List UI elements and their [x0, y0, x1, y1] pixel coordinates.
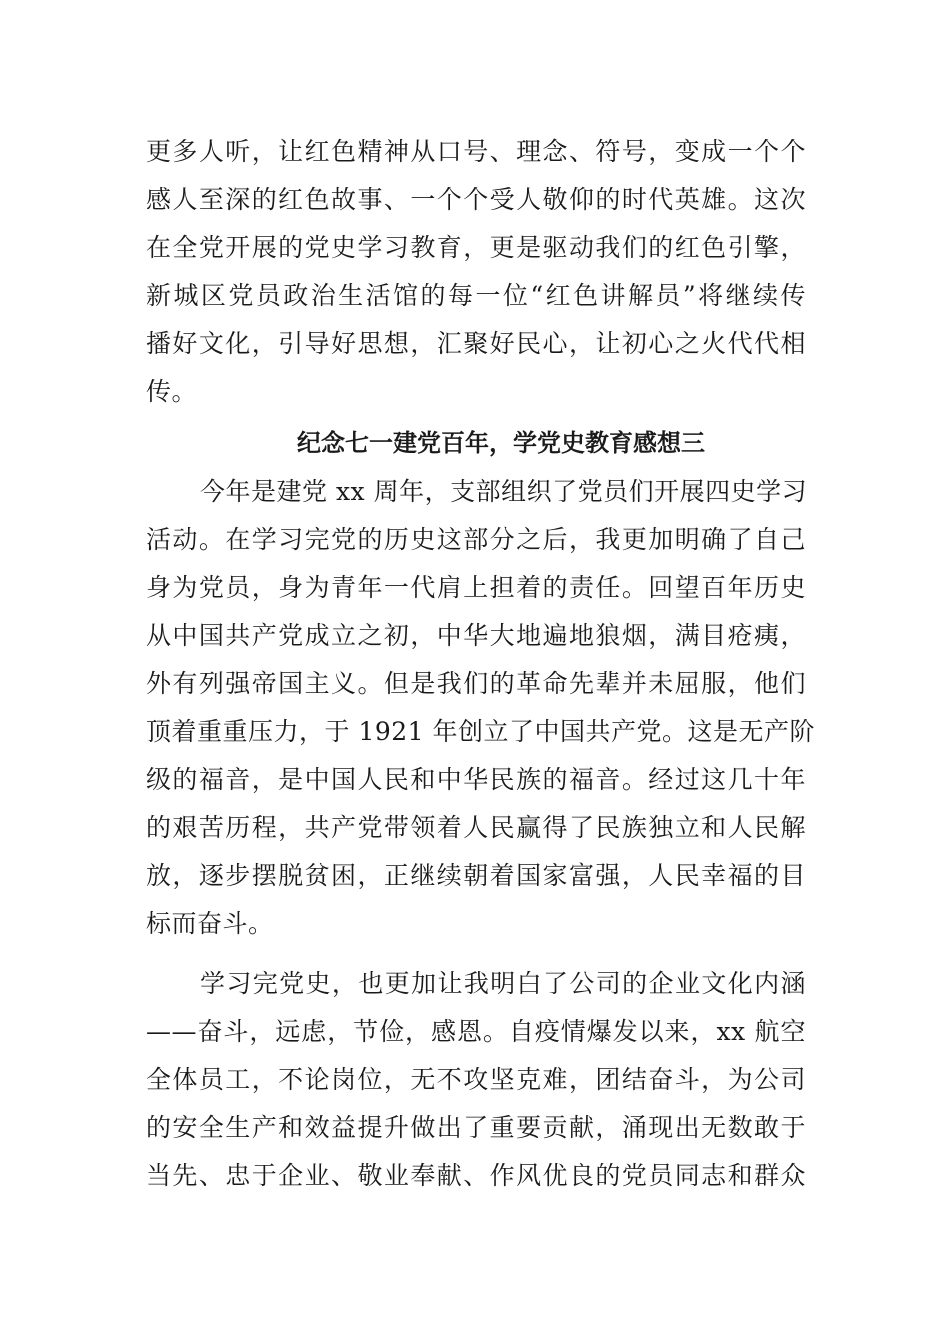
text-line: 放，逐步摆脱贫困，正继续朝着国家富强，人民幸福的目	[146, 861, 806, 890]
text-line: 的艰苦历程，共产党带领着人民赢得了民族独立和人民解	[146, 813, 806, 842]
text-line: 标而奋斗。	[146, 909, 274, 938]
paragraph-3	[146, 960, 806, 1200]
paragraph-1	[146, 128, 806, 416]
text-line: 传。	[146, 377, 198, 406]
text-line: 今年是建党 xx 周年，支部组织了党员们开展四史学习	[200, 477, 808, 506]
text-line: ——奋斗，远虑，节俭，感恩。自疫情爆发以来，xx 航空	[146, 1017, 806, 1046]
text-line: 在全党开展的党史学习教育，更是驱动我们的红色引擎，	[146, 233, 806, 262]
text-line: 外有列强帝国主义。但是我们的革命先辈并未屈服，他们	[146, 669, 806, 698]
document-body	[146, 128, 816, 1200]
text-line: 顶着重重压力，于 1921 年创立了中国共产党。这是无产阶	[146, 717, 816, 746]
text-line: 更多人听，让红色精神从口号、理念、符号，变成一个个	[146, 137, 806, 166]
text-line: 活动。在学习完党的历史这部分之后，我更加明确了自己	[146, 525, 806, 554]
text-line: 播好文化，引导好思想，汇聚好民心，让初心之火代代相	[146, 329, 806, 358]
section-heading: 纪念七一建党百年，学党史教育感想三	[297, 429, 705, 457]
paragraph-gap	[146, 948, 806, 960]
text-line: 感人至深的红色故事、一个个受人敬仰的时代英雄。这次	[146, 185, 806, 214]
text-line: 当先、忠于企业、敬业奉献、作风优良的党员同志和群众	[146, 1161, 806, 1190]
text-line: 学习完党史，也更加让我明白了公司的企业文化内涵	[200, 969, 806, 998]
text-line: 从中国共产党成立之初，中华大地遍地狼烟，满目疮痍，	[146, 621, 806, 650]
text-line: 的安全生产和效益提升做出了重要贡献，涌现出无数敢于	[146, 1113, 806, 1142]
text-line: 新城区党员政治生活馆的每一位“红色讲解员”将继续传	[146, 281, 806, 310]
text-line: 身为党员，身为青年一代肩上担着的责任。回望百年历史	[146, 573, 806, 602]
text-line: 级的福音，是中国人民和中华民族的福音。经过这几十年	[146, 765, 806, 794]
paragraph-2	[146, 468, 816, 948]
text-line: 全体员工，不论岗位，无不攻坚克难，团结奋斗，为公司	[146, 1065, 806, 1094]
